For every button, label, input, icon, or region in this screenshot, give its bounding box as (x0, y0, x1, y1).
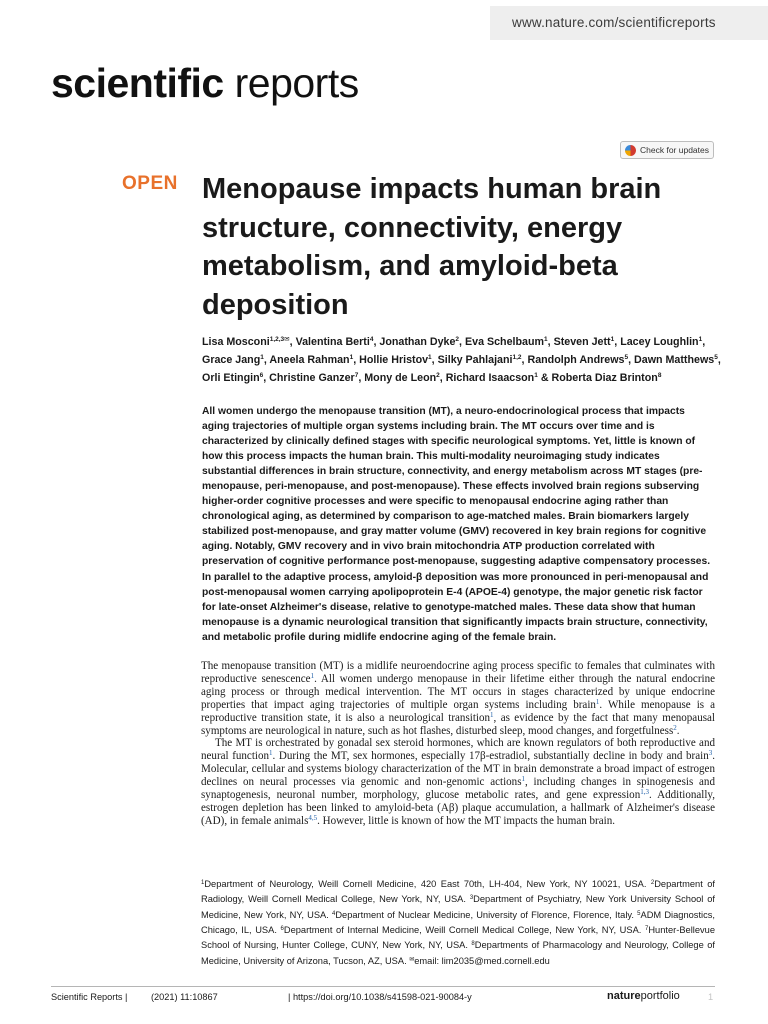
footer-doi-link[interactable]: | https://doi.org/10.1038/s41598-021-90084-y (288, 992, 472, 1002)
author-name[interactable]: Eva Schelbaum (465, 336, 545, 348)
text-run: ADM Diagnostics, Chicago, IL, USA. (201, 909, 715, 936)
author-affiliation: 7 (354, 372, 359, 380)
author-affiliation: 1 (534, 372, 538, 380)
intro-text (201, 660, 715, 828)
reference-citation[interactable]: 1 (490, 710, 494, 719)
reference-citation[interactable]: 1,3 (640, 788, 649, 797)
author-list: Lisa Mosconi$^{1,2,3✉}$, Valentina Berti$^4$, Jonathan Dyke$^2$, Eva Schelbaum$^1$, Steven Jett$^1$, Lacey Loughlin$^1$, Grace Jang$^1$, Aneela Rahman$^1$, Hollie Hristov$^1$, Silky Pahlajani$^{1,2}$, Randolph Andrews$^5$, Dawn Matthews$^5$, Orli Etingin$^6$, Christine Ganzer$^7$, Mony de Leon$^2$, Richard Isaacson$^1$ & Roberta Diaz Brinton$^8$ (202, 336, 721, 385)
article-title: Menopause impacts human brain structure, connectivity, energy metabolism, and amyloid-beta deposition (202, 173, 662, 321)
text-run: . However, little is known of how the MT impacts the human brain. (317, 814, 615, 827)
reference-citation[interactable]: 3 (708, 749, 713, 758)
author-name[interactable]: Aneela Rahman (269, 354, 350, 367)
brand-portfolio: portfolio (640, 990, 680, 1002)
brand-nature: nature (607, 990, 641, 1002)
author-name[interactable]: Steven Jett (553, 336, 611, 348)
intro-paragraph-1 (201, 660, 715, 737)
journal-url[interactable]: www.nature.com/scientificreports (490, 6, 768, 40)
nature-portfolio-logo (607, 990, 680, 1002)
text-run: The menopause transition (MT) is a midlife neuroendocrine aging process specific to females that culminates with reproductive senescence (201, 660, 715, 685)
author-affiliation: 5 (714, 354, 718, 362)
text-run: , as evidence by the fact that many menopausal symptoms are neurological in nature, such as hot flashes, disturbed sleep, mood changes, and forgetfulness (201, 711, 716, 737)
author-name[interactable]: Hollie Hristov (359, 354, 429, 367)
page-number: 1 (708, 992, 714, 1002)
author-affiliation: 1 (260, 354, 264, 362)
affiliation-marker: 2 (650, 880, 655, 886)
affiliation-marker: 6 (280, 926, 284, 933)
author-name[interactable]: Silky Pahlajani (437, 354, 513, 367)
affiliation-marker: 1 (201, 880, 205, 886)
author-name[interactable]: Christine Ganzer (269, 372, 355, 385)
text-run: . Additionally, estrogen depletion has been linked to amyloid-beta (Aβ) plaque accumulation, a hallmark of Alzheimer's disease (AD), in female animals (201, 789, 715, 827)
text-run: Department of Psychiatry, New York University School of Medicine, New York, NY, USA. (201, 894, 715, 920)
text-run: Departments of Pharmacology and Neurology, College of Medicine, University of Arizona, Tucson, AZ, USA. (201, 940, 715, 966)
affiliation-marker: 7 (644, 926, 649, 933)
text-run: . All women undergo menopause in their lifetime either through the natural endocrine aging process or through medical intervention. The MT occurs in stages characterized by unique endocrine properties that impact aging trajectories of multiple organ systems including brain (201, 672, 715, 711)
author-name[interactable]: Randolph Andrews (527, 354, 625, 367)
author-name[interactable]: Mony de Leon (364, 372, 437, 385)
author-affiliation: 1 (428, 354, 432, 362)
author-affiliation: 1 (698, 336, 703, 343)
text-run: The MT is orchestrated by gonadal sex steroid hormones, which are known regulators of both reproductive and neural function (201, 737, 715, 763)
affiliation-marker: 8 (471, 941, 475, 948)
footer-volume: (2021) 11:10867 (151, 992, 218, 1002)
journal-logo (51, 60, 359, 106)
logo-scientific: scientific (51, 60, 224, 106)
reference-citation[interactable]: 1 (521, 775, 525, 784)
reference-citation[interactable]: 1 (595, 697, 600, 706)
text-run: Hunter-Bellevue School of Nursing, Hunter College, CUNY, New York, NY, USA. (201, 925, 715, 951)
text-run: Department of Radiology, Weill Cornell Medical College, New York, NY, USA. (201, 879, 715, 905)
text-run: email: lim2035@med.cornell.edu (414, 955, 550, 966)
author-name[interactable]: Lisa Mosconi (202, 336, 270, 348)
text-run: , including changes in spinogenesis and synaptogenesis, neuronal number, morphology, glucose metabolic rates, and gene expression (201, 776, 715, 802)
reference-citation[interactable]: 1 (310, 671, 315, 680)
text-run: . Molecular, cellular and systems biology characterization of the MT in brain demonstrate a broad impact of estrogen declines on neural processes via genomic and non-genomic actions (201, 750, 715, 789)
affiliation-marker: ✉ (409, 956, 415, 963)
text-run: Department of Internal Medicine, Weill Cornell Medical College, New York, NY, USA. (283, 925, 645, 936)
author-affiliation: 2 (455, 336, 460, 343)
author-affiliation: 1 (349, 354, 354, 362)
affiliations (201, 876, 715, 968)
logo-reports: reports (223, 60, 359, 106)
check-for-updates-label: Check for updates (640, 145, 709, 155)
crossmark-icon (625, 145, 636, 156)
footer-divider (51, 986, 715, 987)
open-access-label: OPEN (122, 173, 178, 194)
author-affiliation: 1,2 (512, 354, 522, 362)
reference-citation[interactable]: 2 (673, 723, 677, 732)
author-name[interactable]: Jonathan Dyke (379, 336, 456, 348)
text-run: Department of Neurology, Weill Cornell Medicine, 420 East 70th, LH-404, New York, NY 10021, USA. (204, 879, 651, 889)
author-affiliation: 2 (436, 372, 440, 380)
check-for-updates-button[interactable] (620, 141, 714, 159)
author-name[interactable]: Richard Isaacson (445, 372, 535, 385)
author-affiliation: 8 (657, 372, 662, 380)
author-affiliation: 5 (624, 354, 629, 362)
reference-citation[interactable]: 4,5 (308, 813, 318, 822)
text-run: . (676, 724, 680, 737)
author-affiliation: 1 (544, 336, 548, 343)
author-affiliation: 4 (369, 336, 374, 343)
intro-paragraph-2 (201, 737, 715, 827)
reference-citation[interactable]: 1 (269, 749, 273, 758)
affiliation-marker: 5 (637, 910, 641, 917)
author-name[interactable]: Roberta Diaz Brinton (551, 372, 658, 385)
affiliation-marker: 3 (469, 895, 474, 902)
footer-journal: Scientific Reports | (51, 992, 128, 1002)
author-name[interactable]: Dawn Matthews (634, 354, 715, 367)
abstract: All women undergo the menopause transition (MT), a neuro-endocrinological process that impacts aging trajectories of multiple organ systems including brain. The MT occurs over time and is characterized by clinically defined stages with specific neurological symptoms. Yet, little is known of how this process impacts the human brain. This multi-modality neuroimaging study indicates substantial differences in brain structure, connectivity, and energy metabolism across MT stages (pre-menopause, peri-menopause, and post-menopause). These effects involved brain regions subserving higher-order cognitive processes and were specific to menopausal endocrine aging rather than chronological aging, as determined by comparison to age-matched males. Brain biomarkers largely stabilized post-menopause, and gray matter volume (GMV) recovered in key brain regions for cognitive aging. Notably, GMV recovery and in vivo brain mitochondria ATP production correlated with preservation of cognitive performance post-menopause, suggesting adaptive compensatory processes. In parallel to the adaptive process, amyloid-β deposition was more pronounced in peri-menopausal and post-menopausal women carrying apolipoprotein E-4 (APOE-4) genotype, the major genetic risk factor for late-onset Alzheimer's disease, relative to genotype-matched males. These data show that human menopause is a dynamic neurological transition that significantly impacts brain structure, connectivity, and metabolic profile during midlife endocrine aging of the female brain. (202, 406, 711, 643)
affiliation-marker: 4 (331, 910, 336, 917)
text-run: Department of Nuclear Medicine, University of Florence, Florence, Italy. (335, 909, 638, 920)
author-affiliation: 1,2,3✉ (269, 336, 290, 343)
text-run: . During the MT, sex hormones, especially 17β-estradiol, substantially decline in body and brain (272, 750, 709, 763)
author-affiliation: 6 (259, 372, 264, 380)
text-run: . While menopause is a reproductive transition state, it is also a neurological transition (201, 698, 715, 724)
author-name[interactable]: Orli Etingin (202, 372, 260, 385)
author-name[interactable]: Lacey Loughlin (620, 336, 699, 348)
author-name[interactable]: Valentina Berti (295, 336, 370, 348)
author-affiliation: 1 (610, 336, 615, 343)
author-name[interactable]: Grace Jang (202, 354, 261, 367)
